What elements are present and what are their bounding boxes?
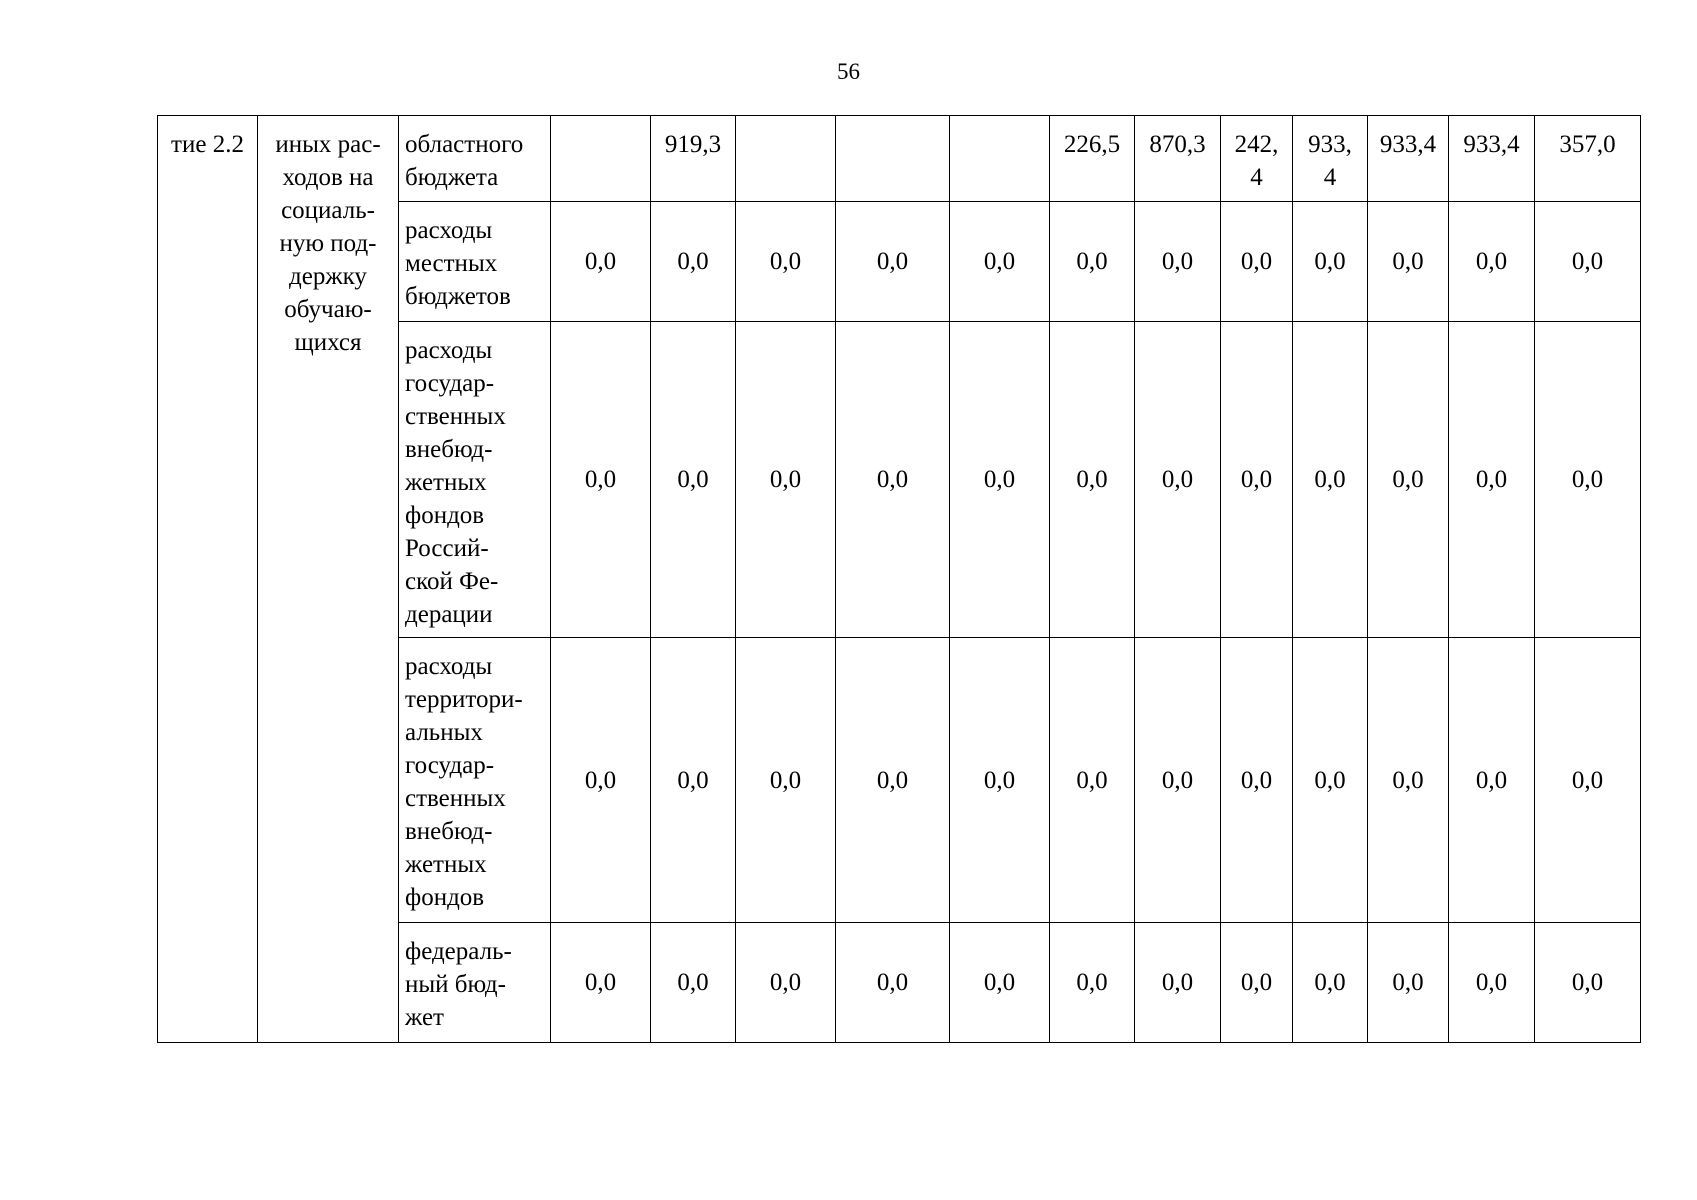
value-cell: 933, 4 — [1293, 116, 1368, 202]
value-cell — [551, 116, 651, 202]
value-cell: 0,0 — [950, 322, 1050, 638]
value-cell: 0,0 — [1135, 322, 1221, 638]
value-cell: 0,0 — [950, 638, 1050, 923]
value-cell: 0,0 — [1449, 923, 1535, 1043]
value-cell: 0,0 — [1535, 923, 1641, 1043]
page-number: 56 — [837, 59, 860, 84]
value-cell: 0,0 — [736, 322, 836, 638]
budget-table — [157, 115, 1641, 1043]
value-cell: 0,0 — [1050, 322, 1135, 638]
value-cell: 0,0 — [736, 638, 836, 923]
value-cell: 0,0 — [651, 923, 736, 1043]
value-cell: 226,5 — [1050, 116, 1135, 202]
value-cell: 0,0 — [1449, 202, 1535, 322]
value-cell: 933,4 — [1449, 116, 1535, 202]
value-cell: 0,0 — [1221, 202, 1293, 322]
funding-source-label: расходы государ- ственных внебюд- жетных фондов Россий- ской Фе- дерации — [399, 322, 551, 638]
value-cell: 0,0 — [1368, 322, 1449, 638]
value-cell: 0,0 — [836, 638, 950, 923]
value-cell: 0,0 — [736, 923, 836, 1043]
value-cell: 0,0 — [836, 202, 950, 322]
value-cell: 870,3 — [1135, 116, 1221, 202]
value-cell: 0,0 — [1221, 322, 1293, 638]
value-cell: 357,0 — [1535, 116, 1641, 202]
value-cell — [836, 116, 950, 202]
value-cell: 0,0 — [1050, 923, 1135, 1043]
value-cell: 0,0 — [1293, 638, 1368, 923]
value-cell: 242, 4 — [1221, 116, 1293, 202]
value-cell: 0,0 — [1368, 202, 1449, 322]
table-row — [158, 116, 1641, 202]
item-number-cell: тие 2.2 — [158, 116, 258, 1043]
value-cell: 0,0 — [1535, 638, 1641, 923]
value-cell: 0,0 — [1535, 322, 1641, 638]
value-cell: 0,0 — [551, 638, 651, 923]
value-cell: 0,0 — [1135, 202, 1221, 322]
value-cell: 0,0 — [1221, 638, 1293, 923]
value-cell: 0,0 — [651, 202, 736, 322]
funding-source-label: расходы территори- альных государ- ственных внебюд- жетных фондов — [399, 638, 551, 923]
value-cell: 0,0 — [1221, 923, 1293, 1043]
funding-source-label: расходы местных бюджетов — [399, 202, 551, 322]
value-cell: 0,0 — [1293, 923, 1368, 1043]
value-cell: 0,0 — [950, 923, 1050, 1043]
value-cell: 0,0 — [1293, 202, 1368, 322]
value-cell: 0,0 — [1050, 638, 1135, 923]
value-cell: 0,0 — [551, 322, 651, 638]
value-cell: 0,0 — [836, 322, 950, 638]
value-cell: 0,0 — [836, 923, 950, 1043]
value-cell: 0,0 — [1135, 638, 1221, 923]
value-cell: 0,0 — [1449, 638, 1535, 923]
value-cell: 0,0 — [1535, 202, 1641, 322]
value-cell: 0,0 — [1293, 322, 1368, 638]
item-description-cell: иных рас- ходов на социаль- ную под- держку обучаю- щихся — [258, 116, 399, 1043]
funding-source-label: федераль- ный бюд- жет — [399, 923, 551, 1043]
value-cell: 0,0 — [1135, 923, 1221, 1043]
value-cell: 0,0 — [651, 638, 736, 923]
funding-source-label: областного бюджета — [399, 116, 551, 202]
value-cell: 0,0 — [651, 322, 736, 638]
value-cell: 0,0 — [1368, 638, 1449, 923]
value-cell: 0,0 — [1368, 923, 1449, 1043]
value-cell: 933,4 — [1368, 116, 1449, 202]
value-cell: 0,0 — [736, 202, 836, 322]
value-cell: 0,0 — [1050, 202, 1135, 322]
value-cell: 0,0 — [551, 923, 651, 1043]
value-cell — [736, 116, 836, 202]
value-cell — [950, 116, 1050, 202]
value-cell: 0,0 — [1449, 322, 1535, 638]
value-cell: 919,3 — [651, 116, 736, 202]
value-cell: 0,0 — [950, 202, 1050, 322]
value-cell: 0,0 — [551, 202, 651, 322]
